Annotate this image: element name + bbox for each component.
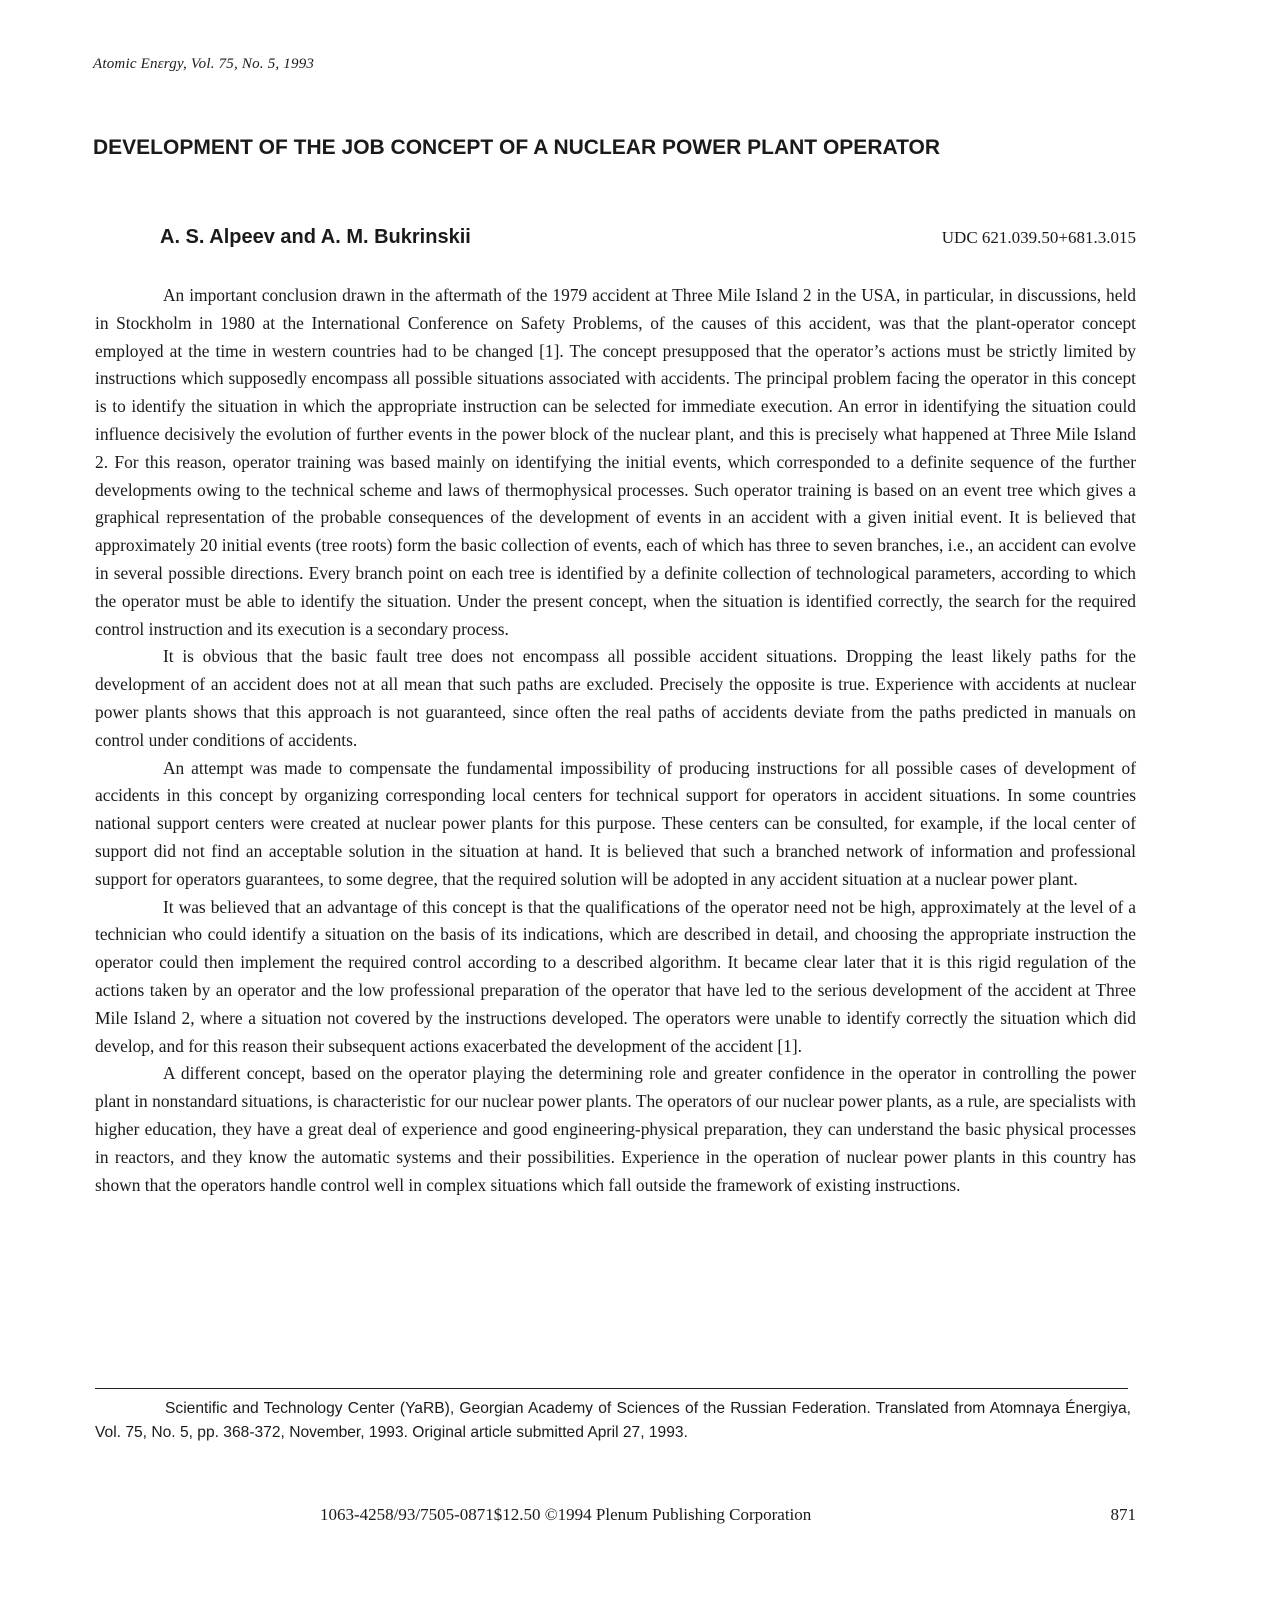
article-authors: A. S. Alpeev and A. M. Bukrinskii: [160, 226, 471, 248]
body-paragraph: An attempt was made to compensate the fundamental impossibility of producing instructions for all possible cases of development of accidents in this concept by organizing corresponding local centers for technical support for operators in accident situations. In some countries national support centers were created at nuclear power plants for this purpose. These centers can be consulted, for example, if the local center of support did not find an acceptable solution in the situation at hand. It is believed that such a branched network of information and professional support for operators guarantees, to some degree, that the required solution will be adopted in any accident situation at a nuclear power plant.: [95, 757, 1136, 889]
body-paragraph: It was believed that an advantage of this concept is that the qualifications of the operator need not be high, approximately at the level of a technician who could identify a situation on the basis of its indications, which are described in detail, and choosing the appropriate instruction the operator could then implement the required control according to a described algorithm. It became clear later that it is this rigid regulation of the actions taken by an operator and the low professional preparation of the operator that have led to the serious development of the accident at Three Mile Island 2, where a situation not covered by the instructions developed. The operators were unable to identify correctly the situation which did develop, and for this reason their subsequent actions exacerbated the development of the accident [1].: [95, 896, 1136, 1056]
udc-code: UDC 621.039.50+681.3.015: [941, 228, 1136, 247]
body-paragraph: A different concept, based on the operator playing the determining role and greater confidence in the operator in controlling the power plant in nonstandard situations, is characteristic for our nuclear power plants. The operators of our nuclear power plants, as a rule, are specialists with higher education, they have a great deal of experience and good engineering-physical preparation, they can understand the basic physical processes in reactors, and they know the automatic systems and their possibilities. Experience in the operation of nuclear power plants in this country has shown that the operators handle control well in complex situations which fall outside the framework of existing instructions.: [95, 1063, 1136, 1195]
footnote-divider: [95, 1388, 1128, 1389]
body-paragraph: An important conclusion drawn in the aftermath of the 1979 accident at Three Mile Island 2 in the USA, in particular, in discussions, held in Stockholm in 1980 at the International Conference on Safety Problems, of the causes of this accident, was that the plant-operator concept employed at the time in western countries had to be changed [1]. The concept presupposed that the operator’s actions must be strictly limited by instructions which supposedly encompass all possible situations associated with accidents. The principal problem facing the operator in this concept is to identify the situation in which the appropriate instruction can be selected for immediate execution. An error in identifying the situation could influence decisively the evolution of further events in the power block of the nuclear plant, and this is precisely what happened at Three Mile Island 2. For this reason, operator training was based mainly on identifying the initial events, which corresponded to a definite sequence of the further developments owing to the technical scheme and laws of thermophysical processes. Such operator training is based on an event tree which gives a graphical representation of the probable consequences of the development of events in an accident with a given initial event. It is believed that approximately 20 initial events (tree roots) form the basic collection of events, each of which has three to seven branches, i.e., an accident can evolve in several possible directions. Every branch point on each tree is identified by a definite collection of technological parameters, according to which the operator must be able to identify the situation. Under the present concept, when the situation is identified correctly, the search for the required control instruction and its execution is a secondary process.: [95, 285, 1136, 639]
affiliation-footnote: Scientific and Technology Center (YaRB), Georgian Academy of Sciences of the Russian Federation. Translated from Atomnaya Énergiya, Vol. 75, No. 5, pp. 368-372, November, 1993. Original article submitted April 27, 1993.: [95, 1400, 1131, 1441]
page-number: 871: [1110, 1505, 1136, 1524]
body-paragraph: It is obvious that the basic fault tree does not encompass all possible accident situations. Dropping the least likely paths for the development of an accident does not at all mean that such paths are excluded. Precisely the opposite is true. Experience with accidents at nuclear power plants shows that this approach is not guaranteed, since often the real paths of accidents deviate from the paths predicted in manuals on control under conditions of accidents.: [95, 646, 1136, 750]
article-body: [95, 282, 1136, 1199]
article-title: DEVELOPMENT OF THE JOB CONCEPT OF A NUCLEAR POWER PLANT OPERATOR: [93, 136, 941, 159]
journal-citation: Atomic Enεrgy, Vol. 75, No. 5, 1993: [93, 56, 315, 72]
copyright-line: 1063-4258/93/7505-0871$12.50 ©1994 Plenum Publishing Corporation: [320, 1505, 812, 1524]
